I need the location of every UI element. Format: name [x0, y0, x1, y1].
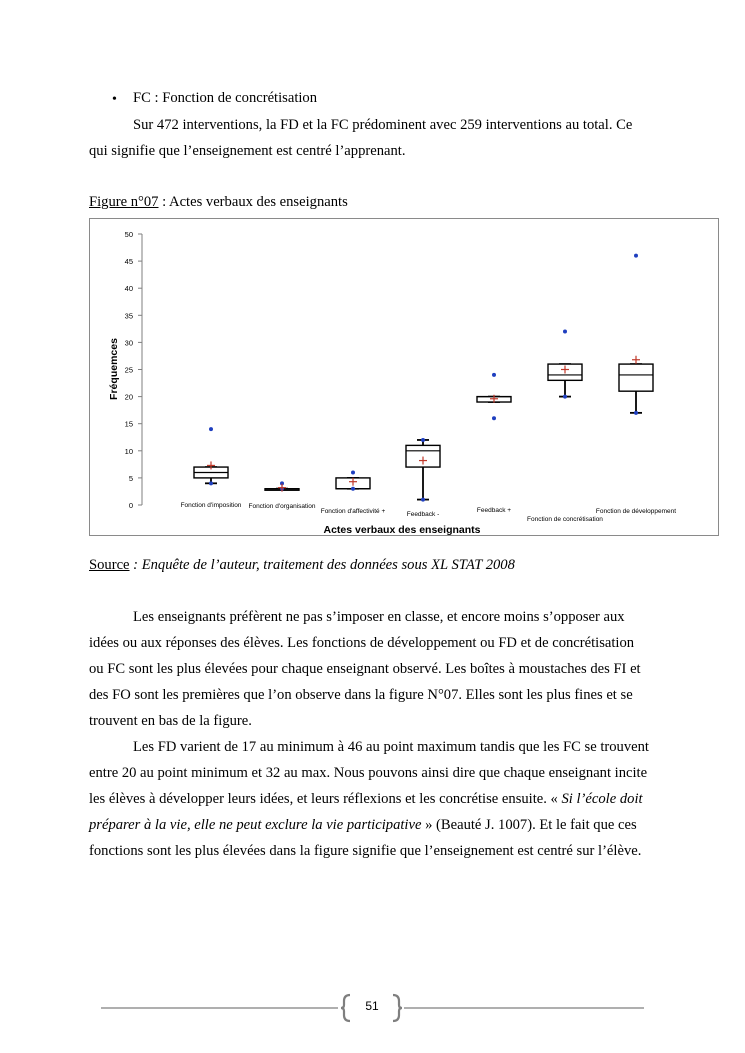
- paragraph3-line3-text: les élèves à développer leurs idées, et leurs réflexions et les concrétise ensuite. «: [89, 791, 558, 807]
- y-tick-label: 35: [124, 311, 133, 321]
- source-label: Source: [89, 557, 130, 573]
- box-4: [406, 438, 440, 502]
- footer-brace-right: [393, 995, 402, 1021]
- x-category-label: Feedback +: [476, 507, 512, 514]
- data-point: [634, 254, 638, 258]
- data-point: [421, 438, 425, 442]
- figure-caption: [89, 189, 348, 215]
- footer-brace-left: [341, 995, 350, 1021]
- paragraph3-line5: fonctions sont les plus élevées dans la figure signifie que l’enseignement est centré sur l’élève.: [89, 843, 642, 859]
- boxplot-chart-svg: [90, 219, 720, 537]
- citation: » (Beauté J. 1007). Et le fait que ces: [421, 817, 637, 833]
- paragraph3-line1: Les FD varient de 17 au minimum à 46 au point maximum tandis que les FC se trouvent: [133, 739, 649, 755]
- y-tick-label: 20: [124, 392, 133, 402]
- page-number: 51: [365, 999, 379, 1013]
- data-point: [492, 416, 496, 420]
- source-line: [89, 552, 515, 578]
- box-7: [619, 254, 653, 415]
- x-category-label: Feedback -: [406, 511, 440, 518]
- y-tick-label: 30: [124, 338, 133, 348]
- y-tick-label: 5: [128, 473, 133, 483]
- x-category-label: Fonction de concrétisation: [527, 516, 603, 523]
- data-point: [351, 487, 355, 491]
- intro-paragraph-line1: Sur 472 interventions, la FD et la FC prédominent avec 259 interventions au total. Ce: [133, 117, 633, 133]
- box-3: [336, 470, 370, 490]
- data-point: [563, 330, 567, 334]
- paragraph2-line4: des FO sont les premières que l’on observe dans la figure N°07. Elles sont les plus fines et se: [89, 687, 633, 703]
- paragraph3-line4: [89, 812, 637, 838]
- paragraph2-line3: ou FC sont les plus élevées pour chaque enseignant observé. Les boîtes à moustaches des FI et: [89, 661, 641, 677]
- y-axis: [125, 230, 142, 510]
- y-tick-label: 25: [124, 365, 133, 375]
- y-axis-title: Fréquemces: [108, 338, 120, 400]
- x-axis-title: Actes verbaux des enseignants: [323, 524, 481, 536]
- x-category-label: Fonction d'affectivité +: [320, 508, 386, 515]
- x-category-label: Fonction d'imposition: [180, 502, 242, 509]
- y-tick-label: 45: [124, 257, 133, 267]
- bullet-symbol: •: [112, 92, 117, 107]
- data-point: [351, 470, 355, 474]
- boxplot-chart: [89, 218, 719, 536]
- paragraph2-line1: Les enseignants préfèrent ne pas s’imposer en classe, et encore moins s’opposer aux: [133, 609, 625, 625]
- y-tick-label: 50: [124, 230, 133, 239]
- paragraph3-line2: entre 20 au point minimum et 32 au max. Nous pouvons ainsi dire que chaque enseignant incite: [89, 765, 648, 781]
- data-point: [634, 411, 638, 415]
- quote-start: Si l’école doit: [557, 791, 643, 807]
- data-point: [209, 481, 213, 485]
- paragraph3-line3: [89, 786, 643, 812]
- data-point: [209, 427, 213, 431]
- intro-paragraph-line2: qui signifie que l’enseignement est centré l’apprenant.: [89, 143, 406, 159]
- page-footer: [0, 990, 745, 1030]
- boxes-group: [194, 254, 653, 502]
- x-category-label: Fonction d'organisation: [248, 503, 316, 510]
- box-6: [548, 330, 582, 399]
- y-tick-label: 40: [124, 284, 133, 294]
- paragraph2-line5: trouvent en bas de la figure.: [89, 713, 252, 729]
- quote-end: préparer à la vie, elle ne peut exclure la vie participative: [89, 817, 422, 833]
- box-5: [477, 373, 511, 420]
- box-1: [194, 427, 228, 485]
- x-category-label: Fonction de développement: [595, 508, 677, 515]
- x-axis-labels: [181, 502, 677, 523]
- y-tick-label: 0: [128, 501, 133, 510]
- paragraph2-line2: idées ou aux réponses des élèves. Les fonctions de développement ou FD et de concrétisation: [89, 635, 635, 651]
- data-point: [421, 498, 425, 502]
- box-rect: [619, 364, 653, 391]
- figure-title: : Actes verbaux des enseignants: [158, 194, 348, 210]
- bullet-text: FC : Fonction de concrétisation: [133, 90, 318, 106]
- figure-label: Figure n°07: [89, 194, 159, 210]
- box-2: [265, 481, 299, 491]
- y-tick-label: 10: [124, 446, 133, 456]
- data-point: [563, 395, 567, 399]
- source-text: : Enquête de l’auteur, traitement des données sous XL STAT 2008: [129, 557, 515, 573]
- y-tick-label: 15: [124, 419, 133, 429]
- data-point: [492, 373, 496, 377]
